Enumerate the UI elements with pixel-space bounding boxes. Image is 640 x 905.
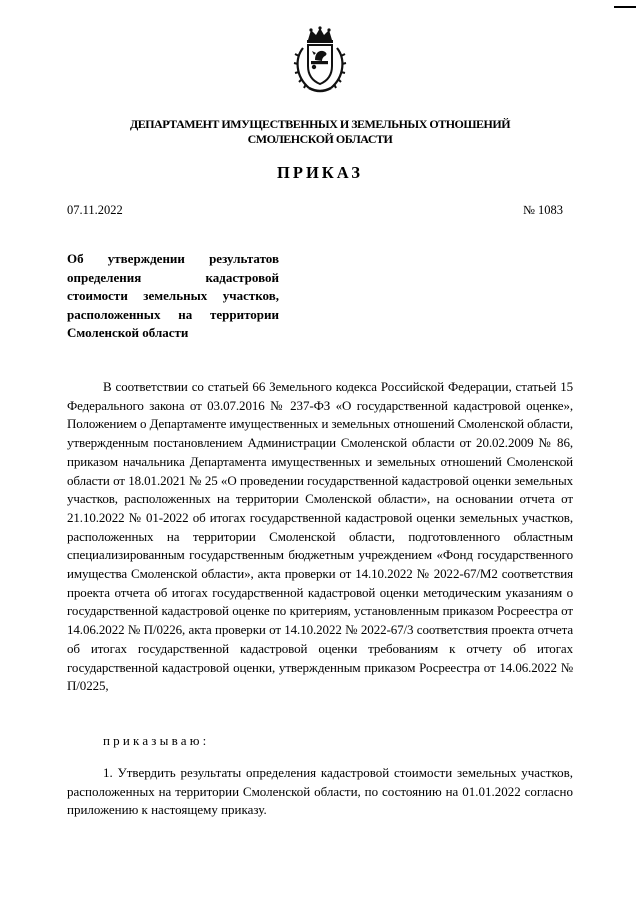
document-title: ПРИКАЗ [277, 163, 363, 182]
department-name-line-2: СМОЛЕНСКОЙ ОБЛАСТИ [247, 132, 393, 146]
department-name-line-1: ДЕПАРТАМЕНТ ИМУЩЕСТВЕННЫХ И ЗЕМЕЛЬНЫХ ОТНОШЕНИЙ [129, 117, 511, 131]
document-number: № 1083 [522, 203, 563, 217]
preamble-paragraph: В соответствии со статьей 66 Земельного кодекса Российской Федерации, статьей 15 Федерального закона от 03.07.2016 № 237-ФЗ «О государственной кадастровой оценке», Положением о Департаменте имущественных и земельных отношений Смоленской области, утвержденным постановлением Администрации Смоленской области от 20.02.2009 № 86, приказом начальника Департамента имущественных и земельных отношений Смоленской области от 18.01.2021 № 25 «О проведении государственной кадастровой оценки земельных участков, расположенных на территории Смоленской области», на основании отчета от 21.10.2022 № 01-2022 об итогах государственной кадастровой оценки земельных участков, расположенных на территории Смоленской области, подготовленного областным специализированным государственным бюджетным учреждением «Фонд государственного имущества Смоленской области», акта проверки от 14.10.2022 № 2022-67/М2 соответствия проекта отчета об итогах государственной кадастровой оценки методическим указаниям о государственной кадастровой оценке по критериям, установленным приказом Росреестра от 14.06.2022 № П/0226, акта проверки от 14.10.2022 № 2022-67/3 соответствия проекта отчета об итогах государственной кадастровой оценки требованиям к отчету об итогах государственной кадастровой оценки, утвержденным приказом Росреестра от 14.06.2022 № П/0225, [67, 379, 573, 694]
order-directive: приказываю: [103, 733, 210, 748]
coat-of-arms-icon [291, 26, 349, 96]
page-corner-mark [614, 6, 636, 8]
document-subject: Об утверждении результатов определения кадастровой стоимости земельных участков, расположенных на территории Смоленской области [67, 251, 279, 340]
order-point-1: 1. Утвердить результаты определения кадастровой стоимости земельных участков, расположенных на территории Смоленской области, по состоянию на 01.01.2022 согласно приложению к настоящему приказу. [67, 765, 573, 818]
document-date: 07.11.2022 [67, 203, 123, 217]
